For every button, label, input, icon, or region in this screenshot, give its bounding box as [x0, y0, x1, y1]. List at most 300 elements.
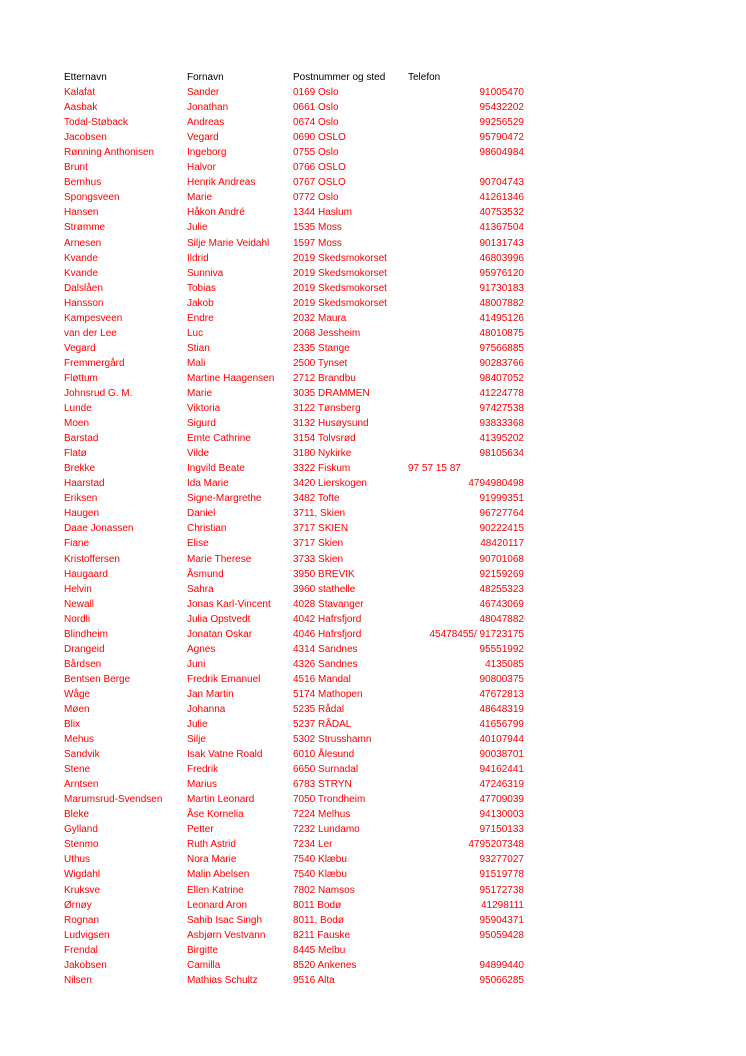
cell-etternavn: Blindheim	[64, 628, 108, 640]
table-row	[64, 416, 524, 431]
cell-telefon: 48047882	[479, 613, 524, 625]
cell-telefon: 4794980498	[468, 478, 524, 490]
cell-fornavn: Fredrik Emanuel	[187, 673, 261, 685]
cell-postnummer-og-sted: 3122 Tønsberg	[293, 403, 361, 415]
table-row	[64, 582, 524, 597]
cell-fornavn: Halvor	[187, 162, 216, 174]
cell-telefon: 48007882	[479, 297, 524, 309]
table-row	[64, 401, 524, 416]
cell-telefon: 98105634	[479, 448, 524, 460]
cell-etternavn: van der Lee	[64, 327, 117, 339]
cell-fornavn: Stian	[187, 342, 210, 354]
table-row	[64, 296, 524, 311]
cell-etternavn: Uthus	[64, 854, 91, 866]
cell-etternavn: Haugen	[64, 508, 100, 520]
cell-telefon: 91005470	[479, 87, 524, 99]
table-row	[64, 958, 524, 973]
cell-postnummer-og-sted: 2500 Tynset	[293, 357, 348, 369]
cell-postnummer-og-sted: 3717 SKIEN	[293, 523, 349, 535]
cell-postnummer-og-sted: 3960 stathelle	[293, 583, 356, 595]
table-row	[64, 115, 524, 130]
cell-fornavn: Vilde	[187, 448, 210, 460]
cell-etternavn: Flatø	[64, 448, 87, 460]
table-row	[64, 266, 524, 281]
cell-fornavn: Ingeborg	[187, 147, 227, 159]
cell-fornavn: Henrik Andreas	[187, 177, 256, 189]
cell-fornavn: Asbjørn Vestvann	[187, 929, 266, 941]
cell-etternavn: Brunt	[64, 162, 88, 174]
cell-fornavn: Ildrid	[187, 252, 209, 264]
cell-postnummer-og-sted: 3322 Fiskum	[293, 463, 351, 475]
cell-telefon: 41298111	[480, 899, 524, 911]
cell-postnummer-og-sted: 7802 Namsos	[293, 884, 355, 896]
cell-fornavn: Sahib Isac Singh	[187, 914, 263, 926]
cell-postnummer-og-sted: 7224 Melhus	[293, 809, 351, 821]
table-row	[64, 883, 524, 898]
cell-etternavn: Arntsen	[64, 779, 99, 791]
cell-etternavn: Dalslåen	[64, 282, 103, 294]
table-row	[64, 326, 524, 341]
table-row	[64, 175, 524, 190]
cell-postnummer-og-sted: 7540 Klæbu	[293, 869, 347, 881]
cell-fornavn: Ruth Astrid	[187, 839, 236, 851]
cell-fornavn: Ingvild Beate	[187, 463, 245, 475]
cell-postnummer-og-sted: 5235 Rådal	[293, 703, 345, 715]
table-row	[64, 822, 524, 837]
cell-postnummer-og-sted: 0661 Oslo	[293, 102, 339, 114]
cell-etternavn: Fremmergård	[64, 357, 125, 369]
header-postnummer-og-sted: Postnummer og sted	[293, 72, 386, 83]
cell-telefon: 97566885	[479, 342, 524, 354]
cell-etternavn: Spongsveen	[64, 192, 120, 204]
cell-postnummer-og-sted: 2335 Stange	[293, 342, 350, 354]
cell-postnummer-og-sted: 0766 OSLO	[293, 162, 346, 174]
cell-etternavn: Sandvik	[64, 749, 100, 761]
table-row	[64, 461, 524, 476]
table-row	[64, 867, 524, 882]
cell-telefon: 47709039	[479, 794, 524, 806]
cell-telefon: 95059428	[479, 929, 524, 941]
cell-etternavn: Jakobsen	[64, 959, 107, 971]
cell-telefon: 95551992	[479, 643, 524, 655]
table-row	[64, 356, 524, 371]
cell-postnummer-og-sted: 1597 Moss	[293, 237, 342, 249]
cell-telefon: 96727764	[479, 508, 524, 520]
cell-etternavn: Frendal	[64, 944, 98, 956]
cell-etternavn: Fiane	[64, 538, 90, 550]
cell-etternavn: Rognan	[64, 914, 100, 926]
cell-etternavn: Jacobsen	[64, 132, 107, 144]
table-row	[64, 627, 524, 642]
cell-telefon: 90283766	[479, 357, 524, 369]
cell-etternavn: Ludvigsen	[64, 929, 110, 941]
cell-etternavn: Kvande	[64, 267, 98, 279]
cell-fornavn: Håkon André	[187, 207, 245, 219]
cell-telefon: 94899440	[479, 959, 524, 971]
table-row	[64, 446, 524, 461]
cell-etternavn: Newall	[64, 598, 95, 610]
table-row	[64, 311, 524, 326]
cell-postnummer-og-sted: 3180 Nykirke	[293, 448, 352, 460]
cell-etternavn: Blix	[64, 719, 81, 731]
cell-telefon: 41224778	[479, 387, 524, 399]
cell-fornavn: Nora Marie	[187, 854, 237, 866]
table-row	[64, 973, 524, 988]
contact-table	[64, 70, 524, 988]
cell-telefon: 98407052	[479, 372, 524, 384]
cell-etternavn: Arnesen	[64, 237, 102, 249]
cell-fornavn: Daniel	[187, 508, 216, 520]
cell-telefon: 95904371	[479, 914, 524, 926]
cell-telefon: 90038701	[479, 749, 524, 761]
cell-etternavn: Stenmo	[64, 839, 99, 851]
cell-postnummer-og-sted: 8011 Bodø	[293, 899, 342, 911]
cell-etternavn: Eriksen	[64, 493, 98, 505]
cell-fornavn: Ellen Katrine	[187, 884, 244, 896]
cell-fornavn: Fredrik	[187, 764, 219, 776]
cell-etternavn: Haugaard	[64, 568, 108, 580]
cell-etternavn: Aasbak	[64, 102, 98, 114]
cell-etternavn: Kvande	[64, 252, 98, 264]
cell-etternavn: Barstad	[64, 433, 99, 445]
cell-postnummer-og-sted: 0772 Oslo	[293, 192, 339, 204]
table-row	[64, 943, 524, 958]
cell-postnummer-og-sted: 0767 OSLO	[293, 177, 346, 189]
cell-telefon: 46743069	[479, 598, 524, 610]
table-row	[64, 491, 524, 506]
cell-telefon: 4795207348	[468, 839, 524, 851]
cell-telefon: 41261346	[479, 192, 524, 204]
cell-telefon: 90222415	[479, 523, 524, 535]
cell-postnummer-og-sted: 3420 Lierskogen	[293, 478, 367, 490]
cell-telefon	[408, 160, 524, 175]
cell-fornavn: Mali	[187, 357, 206, 369]
cell-telefon: 48648319	[479, 703, 524, 715]
cell-fornavn: Leonard Aron	[187, 899, 248, 911]
cell-postnummer-og-sted: 5302 Strusshamn	[293, 734, 372, 746]
table-row	[64, 837, 524, 852]
cell-etternavn: Bårdsen	[64, 658, 102, 670]
cell-etternavn: Kristoffersen	[64, 553, 120, 565]
table-row	[64, 521, 524, 536]
cell-etternavn: Lunde	[64, 403, 92, 415]
cell-telefon: 97427538	[479, 403, 524, 415]
table-row	[64, 145, 524, 160]
cell-postnummer-og-sted: 4028 Stavanger	[293, 598, 364, 610]
table-row	[64, 341, 524, 356]
cell-etternavn: Stene	[64, 764, 91, 776]
cell-postnummer-og-sted: 4516 Mandal	[293, 673, 351, 685]
cell-etternavn: Gylland	[64, 824, 98, 836]
cell-etternavn: Nordli	[64, 613, 91, 625]
cell-telefon: 41656799	[479, 719, 524, 731]
cell-etternavn: Wåge	[64, 688, 91, 700]
cell-postnummer-og-sted: 3154 Tolvsrød	[293, 433, 356, 445]
table-row	[64, 913, 524, 928]
cell-fornavn: Silje	[187, 734, 206, 746]
cell-postnummer-og-sted: 5237 RÅDAL	[293, 719, 352, 731]
cell-etternavn: Hansson	[64, 297, 104, 309]
header-row	[64, 70, 524, 85]
header-telefon: Telefon	[408, 72, 441, 83]
table-row	[64, 747, 524, 762]
cell-etternavn: Johnsrud G. M.	[64, 387, 133, 399]
cell-postnummer-og-sted: 0690 OSLO	[293, 132, 346, 144]
cell-fornavn: Viktoria	[187, 403, 221, 415]
table-row	[64, 597, 524, 612]
cell-fornavn: Emte Cathrine	[187, 433, 251, 445]
cell-fornavn: Birgitte	[187, 944, 219, 956]
table-row	[64, 506, 524, 521]
cell-telefon: 45478455/ 91723175	[429, 628, 524, 640]
cell-telefon: 97150133	[479, 824, 524, 836]
header-fornavn: Fornavn	[187, 72, 224, 83]
cell-etternavn: Møen	[64, 703, 90, 715]
cell-postnummer-og-sted: 9516 Alta	[293, 974, 335, 986]
cell-fornavn: Åsmund	[187, 568, 224, 580]
cell-fornavn: Tobias	[187, 282, 216, 294]
cell-postnummer-og-sted: 8520 Ankenes	[293, 959, 357, 971]
cell-fornavn: Jonathan	[187, 102, 229, 114]
cell-telefon: 91999351	[479, 493, 524, 505]
cell-telefon: 40107944	[479, 734, 524, 746]
cell-fornavn: Julia Opstvedt	[187, 613, 251, 625]
cell-etternavn: Todal-Støback	[64, 117, 128, 129]
cell-postnummer-og-sted: 2032 Maura	[293, 312, 347, 324]
cell-telefon: 91730183	[479, 282, 524, 294]
cell-telefon: 95066285	[479, 974, 524, 986]
cell-postnummer-og-sted: 6010 Ålesund	[293, 749, 355, 761]
table-row	[64, 386, 524, 401]
table-row	[64, 220, 524, 235]
cell-fornavn: Jonatan Oskar	[187, 628, 253, 640]
cell-etternavn: Vegard	[64, 342, 96, 354]
cell-fornavn: Jonas Karl-Vincent	[187, 598, 271, 610]
cell-etternavn: Wigdahl	[64, 869, 101, 881]
table-row	[64, 612, 524, 627]
cell-fornavn: Christian	[187, 523, 227, 535]
cell-etternavn: Kruksve	[64, 884, 101, 896]
cell-fornavn: Malin Abelsen	[187, 869, 250, 881]
cell-etternavn: Bernhus	[64, 177, 102, 189]
cell-postnummer-og-sted: 3132 Husøysund	[293, 418, 369, 430]
cell-fornavn: Marie	[187, 192, 213, 204]
header-etternavn: Etternavn	[64, 72, 107, 83]
cell-postnummer-og-sted: 0674 Oslo	[293, 117, 339, 129]
cell-postnummer-og-sted: 4042 Hafrsfjord	[293, 613, 362, 625]
cell-postnummer-og-sted: 8011, Bodø	[293, 914, 344, 926]
cell-telefon: 48010875	[479, 327, 524, 339]
cell-telefon: 4135085	[485, 658, 524, 670]
table-row	[64, 100, 524, 115]
table-row	[64, 130, 524, 145]
cell-telefon: 90701068	[479, 553, 524, 565]
cell-postnummer-og-sted: 6783 STRYN	[293, 779, 352, 791]
table-row	[64, 476, 524, 491]
table-row	[64, 567, 524, 582]
cell-postnummer-og-sted: 7050 Trondheim	[293, 794, 366, 806]
cell-telefon: 90131743	[479, 237, 524, 249]
cell-fornavn: Martine Haagensen	[187, 372, 275, 384]
cell-fornavn: Camilla	[187, 959, 221, 971]
cell-fornavn: Luc	[187, 327, 204, 339]
cell-fornavn: Marie	[187, 387, 213, 399]
table-row	[64, 160, 524, 175]
cell-postnummer-og-sted: 2019 Skedsmokorset	[293, 267, 387, 279]
cell-postnummer-og-sted: 7234 Ler	[293, 839, 333, 851]
cell-etternavn: Strømme	[64, 222, 106, 234]
cell-etternavn: Brekke	[64, 463, 96, 475]
cell-postnummer-og-sted: 4046 Hafrsfjord	[293, 628, 362, 640]
cell-postnummer-og-sted: 2068 Jessheim	[293, 327, 361, 339]
cell-telefon: 99256529	[479, 117, 524, 129]
cell-telefon: 95790472	[479, 132, 524, 144]
cell-fornavn: Endre	[187, 312, 214, 324]
cell-postnummer-og-sted: 7232 Lundamo	[293, 824, 360, 836]
table-row	[64, 251, 524, 266]
cell-etternavn: Nilsen	[64, 974, 92, 986]
table-row	[64, 371, 524, 386]
cell-postnummer-og-sted: 2019 Skedsmokorset	[293, 282, 387, 294]
table-row	[64, 672, 524, 687]
cell-telefon: 41395202	[479, 433, 524, 445]
cell-fornavn: Sigurd	[187, 418, 216, 430]
cell-fornavn: Ida Marie	[187, 478, 229, 490]
cell-telefon: 46803996	[479, 252, 524, 264]
cell-telefon: 95172738	[479, 884, 524, 896]
cell-telefon: 92159269	[479, 568, 524, 580]
table-row	[64, 190, 524, 205]
table-row	[64, 717, 524, 732]
cell-postnummer-og-sted: 3711, Skien	[293, 508, 346, 520]
table-row	[64, 205, 524, 220]
cell-postnummer-og-sted: 3717 Skien	[293, 538, 344, 550]
cell-postnummer-og-sted: 6650 Surnadal	[293, 764, 359, 776]
cell-fornavn: Johanna	[187, 703, 226, 715]
cell-fornavn: Petter	[187, 824, 214, 836]
table-row	[64, 552, 524, 567]
cell-telefon: 95432202	[479, 102, 524, 114]
table-row	[64, 732, 524, 747]
cell-telefon: 47246319	[479, 779, 524, 791]
cell-fornavn: Agnes	[187, 643, 216, 655]
cell-fornavn: Julie	[187, 719, 208, 731]
table-row	[64, 642, 524, 657]
table-row	[64, 898, 524, 913]
cell-fornavn: Sander	[187, 87, 220, 99]
cell-fornavn: Juni	[187, 658, 206, 670]
cell-etternavn: Bleke	[64, 809, 90, 821]
cell-etternavn: Daae Jonassen	[64, 523, 134, 535]
cell-fornavn: Signe-Margrethe	[187, 493, 262, 505]
cell-fornavn: Julie	[187, 222, 208, 234]
cell-telefon	[408, 943, 524, 958]
cell-telefon: 97 57 15 87	[408, 463, 461, 475]
table-body	[64, 85, 524, 988]
table-row	[64, 657, 524, 672]
cell-telefon: 93277027	[479, 854, 524, 866]
table-row	[64, 762, 524, 777]
cell-fornavn: Silje Marie Veidahl	[187, 237, 270, 249]
table-row	[64, 236, 524, 251]
cell-etternavn: Marumsrud-Svendsen	[64, 794, 163, 806]
cell-fornavn: Sunniva	[187, 267, 224, 279]
table-row	[64, 807, 524, 822]
cell-postnummer-og-sted: 1344 Haslum	[293, 207, 352, 219]
cell-etternavn: Helvin	[64, 583, 92, 595]
cell-telefon: 47672813	[479, 688, 524, 700]
cell-postnummer-og-sted: 1535 Moss	[293, 222, 342, 234]
contact-sheet	[64, 70, 524, 988]
cell-etternavn: Bentsen Berge	[64, 673, 131, 685]
table-row	[64, 777, 524, 792]
cell-fornavn: Sahra	[187, 583, 214, 595]
cell-postnummer-og-sted: 3950 BREVIK	[293, 568, 355, 580]
cell-telefon: 98604984	[479, 147, 524, 159]
cell-fornavn: Andreas	[187, 117, 225, 129]
table-row	[64, 431, 524, 446]
cell-etternavn: Rønning Anthonisen	[64, 147, 155, 159]
cell-telefon: 90800375	[479, 673, 524, 685]
cell-telefon: 95976120	[479, 267, 524, 279]
cell-telefon: 48420117	[480, 538, 524, 550]
cell-etternavn: Fløttum	[64, 372, 98, 384]
table-row	[64, 702, 524, 717]
cell-fornavn: Vegard	[187, 132, 219, 144]
cell-fornavn: Elise	[187, 538, 209, 550]
cell-postnummer-og-sted: 2019 Skedsmokorset	[293, 297, 387, 309]
table-row	[64, 928, 524, 943]
cell-telefon: 91519778	[479, 869, 524, 881]
cell-fornavn: Marie Therese	[187, 553, 252, 565]
cell-telefon: 93833368	[479, 418, 524, 430]
cell-fornavn: Martin Leonard	[187, 794, 255, 806]
cell-fornavn: Marius	[187, 779, 218, 791]
cell-postnummer-og-sted: 2712 Brandbu	[293, 372, 356, 384]
cell-etternavn: Haarstad	[64, 478, 105, 490]
cell-postnummer-og-sted: 8211 Fauske	[293, 929, 351, 941]
cell-telefon: 94162441	[479, 764, 524, 776]
cell-postnummer-og-sted: 3035 DRAMMEN	[293, 387, 370, 399]
cell-etternavn: Ørnøy	[64, 899, 92, 911]
cell-etternavn: Kalafat	[64, 87, 96, 99]
cell-etternavn: Moen	[64, 418, 90, 430]
cell-postnummer-og-sted: 2019 Skedsmokorset	[293, 252, 387, 264]
cell-postnummer-og-sted: 4314 Sandnes	[293, 643, 358, 655]
table-row	[64, 85, 524, 100]
cell-postnummer-og-sted: 0755 Oslo	[293, 147, 339, 159]
cell-etternavn: Mehus	[64, 734, 95, 746]
cell-postnummer-og-sted: 0169 Oslo	[293, 87, 339, 99]
cell-postnummer-og-sted: 8445 Melbu	[293, 944, 346, 956]
cell-telefon: 90704743	[479, 177, 524, 189]
cell-fornavn: Mathias Schultz	[187, 974, 258, 986]
cell-fornavn: Åse Kornelia	[187, 809, 244, 821]
cell-etternavn: Drangeid	[64, 643, 105, 655]
table-row	[64, 852, 524, 867]
cell-fornavn: Isak Vatne Roald	[187, 749, 263, 761]
cell-telefon: 94130003	[479, 809, 524, 821]
table-row	[64, 792, 524, 807]
cell-telefon: 41367504	[479, 222, 524, 234]
cell-etternavn: Kampesveen	[64, 312, 123, 324]
cell-etternavn: Hansen	[64, 207, 99, 219]
cell-postnummer-og-sted: 4326 Sandnes	[293, 658, 358, 670]
table-row	[64, 281, 524, 296]
cell-fornavn: Jakob	[187, 297, 214, 309]
cell-telefon: 48255323	[479, 583, 524, 595]
cell-fornavn: Jan Martin	[187, 688, 234, 700]
